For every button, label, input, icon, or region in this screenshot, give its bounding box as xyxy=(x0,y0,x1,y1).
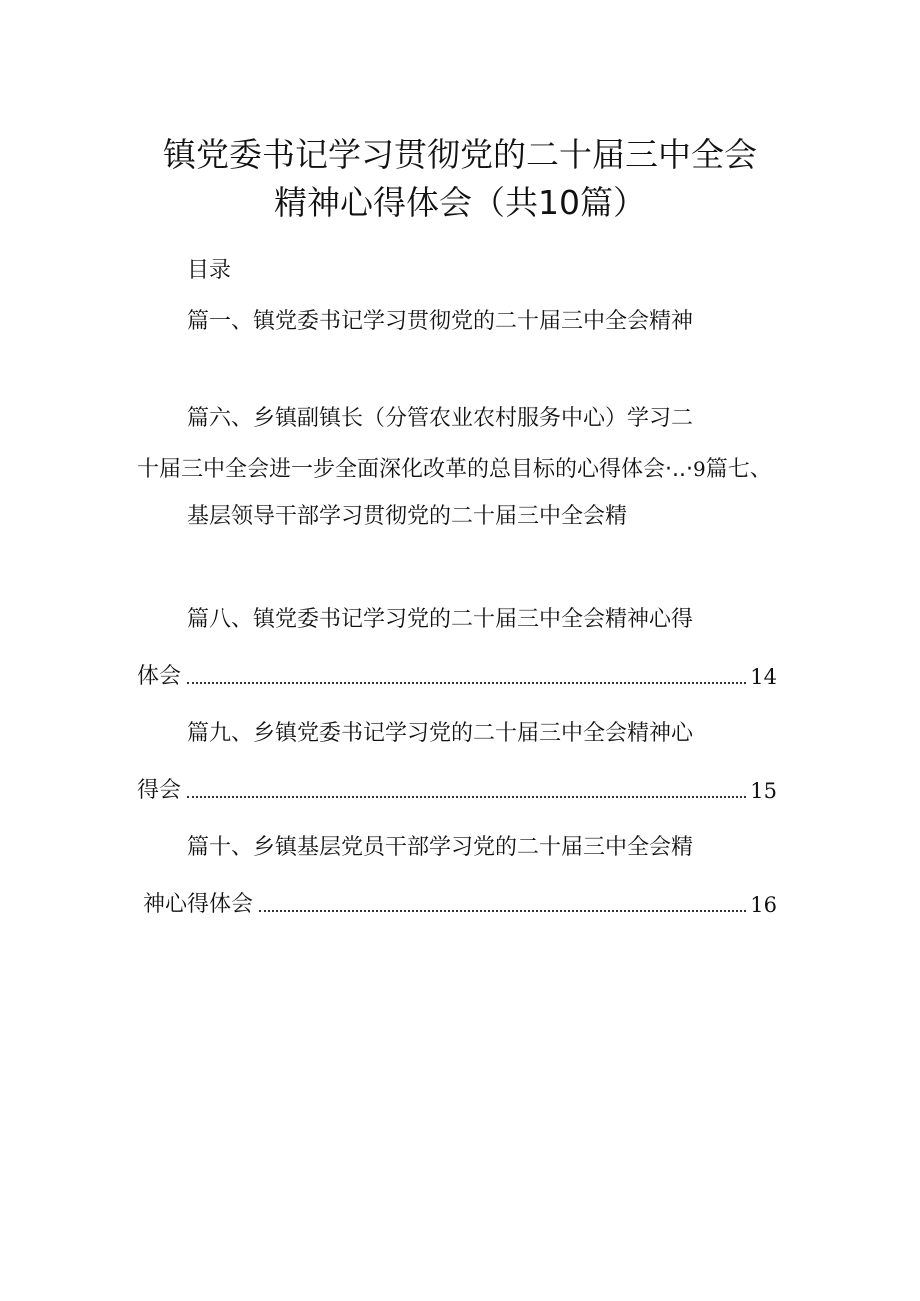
toc-entry-9-text: 得会 xyxy=(137,778,182,803)
dot-leader xyxy=(187,682,746,684)
toc-entry-6-page-number: 9 xyxy=(692,457,706,481)
toc-entry-8-text: 体会 xyxy=(137,664,182,689)
toc-entry-9-line-2[interactable] xyxy=(137,776,777,806)
document-title-line-2: 精神心得体会（共10篇） xyxy=(274,183,646,222)
toc-entry-10-line-2[interactable] xyxy=(143,890,777,920)
toc-entry-8-line-2[interactable] xyxy=(137,662,777,692)
toc-entry-9-page-number: 15 xyxy=(750,779,777,803)
toc-entry-6-dots: ..· xyxy=(672,457,693,482)
toc-entry-6-line-1[interactable]: 篇六、乡镇副镇长（分管农业农村服务中心）学习二 xyxy=(187,406,694,431)
toc-heading: 目录 xyxy=(187,258,232,283)
toc-entry-7-line[interactable]: 基层领导干部学习贯彻党的二十届三中全会精 xyxy=(187,504,628,529)
toc-entry-7-start: 篇七、 xyxy=(705,457,772,482)
toc-entry-6-text: 十届三中全会进一步全面深化改革的总目标的心得体会· xyxy=(137,457,672,482)
document-title-line-1: 镇党委书记学习贯彻党的二十届三中全会 xyxy=(163,135,757,174)
toc-entry-6-line-2[interactable] xyxy=(137,454,772,485)
toc-entry-10-page-number: 16 xyxy=(750,893,777,917)
dot-leader xyxy=(187,796,746,798)
toc-entry-8-line-1[interactable]: 篇八、镇党委书记学习党的二十届三中全会精神心得 xyxy=(187,607,694,632)
toc-entry-1[interactable]: 篇一、镇党委书记学习贯彻党的二十届三中全会精神 xyxy=(187,309,694,334)
toc-entry-10-line-1[interactable]: 篇十、乡镇基层党员干部学习党的二十届三中全会精 xyxy=(187,835,694,860)
dot-leader xyxy=(259,910,746,912)
toc-entry-9-line-1[interactable]: 篇九、乡镇党委书记学习党的二十届三中全会精神心 xyxy=(187,721,694,746)
toc-entry-10-text: 神心得体会 xyxy=(143,892,254,917)
toc-entry-8-page-number: 14 xyxy=(750,665,777,689)
